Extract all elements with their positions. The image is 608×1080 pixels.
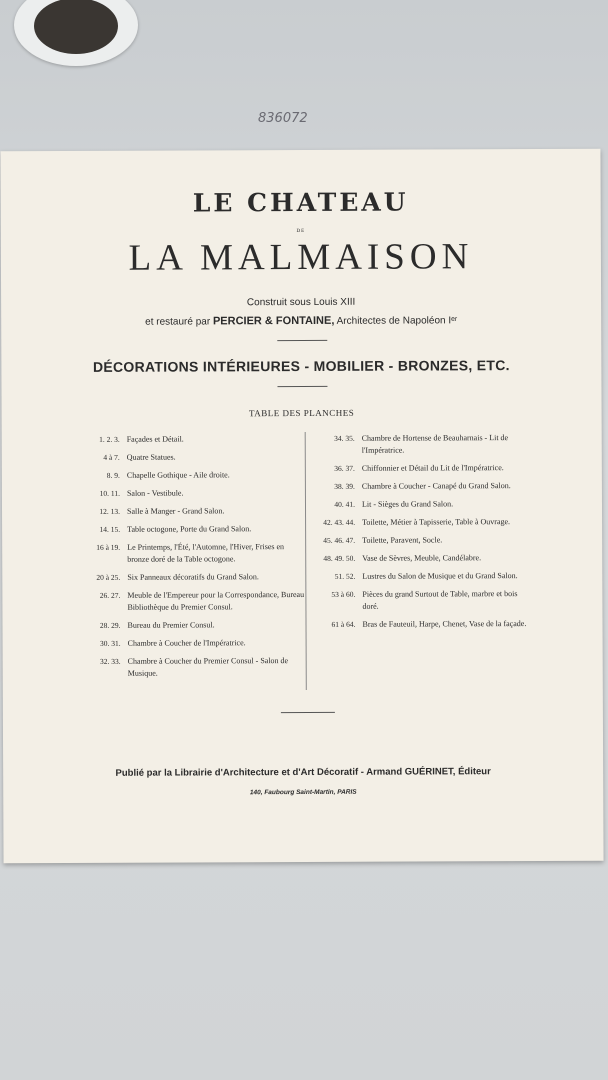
built-line: Construit sous Louis XIII bbox=[246, 296, 356, 309]
plate-entry bbox=[84, 487, 304, 500]
plate-number: 34. 35. bbox=[334, 433, 355, 443]
plate-number: 42. 43. 44. bbox=[323, 517, 356, 527]
plate-description: Chambre à Coucher de l'Impératrice. bbox=[127, 638, 246, 648]
restored-prefix: et restauré par bbox=[145, 316, 211, 328]
plate-number: 45. 46. 47. bbox=[323, 535, 356, 545]
restored-line bbox=[1, 314, 601, 329]
plate-number: 4 à 7. bbox=[103, 452, 120, 462]
plate-entry bbox=[315, 498, 535, 511]
plate-entry bbox=[315, 534, 535, 547]
plate-entry bbox=[315, 570, 535, 583]
plate-entry bbox=[84, 433, 304, 446]
plate-entry bbox=[84, 571, 304, 584]
plate-number: 14. 15. bbox=[99, 524, 121, 534]
decorations-heading: DÉCORATIONS INTÉRIEURES - MOBILIER - BRONZES, ETC. bbox=[92, 357, 510, 375]
plate-entry bbox=[85, 655, 305, 680]
plate-number: 51. 52. bbox=[334, 571, 356, 581]
title-de: DE bbox=[296, 228, 306, 235]
plates-list-left bbox=[84, 433, 305, 686]
plate-description: Vase de Sèvres, Meuble, Candélabre. bbox=[362, 553, 482, 563]
plate-number: 53 à 60. bbox=[331, 589, 356, 599]
plate-description: Table octogone, Porte du Grand Salon. bbox=[127, 524, 252, 534]
plate-entry bbox=[84, 469, 304, 482]
plate-description: Chambre à Coucher - Canapé du Grand Salon. bbox=[361, 481, 511, 491]
plate-entry bbox=[84, 541, 304, 566]
plate-entry bbox=[315, 588, 535, 613]
restored-architects: PERCIER & FONTAINE, bbox=[212, 314, 335, 328]
plate-number: 1. 2. 3. bbox=[99, 434, 120, 444]
plate-entry bbox=[315, 480, 535, 493]
publisher-address: 140, Faubourg Saint-Martin, PARIS bbox=[249, 788, 357, 797]
plate-number: 10. 11. bbox=[99, 488, 120, 498]
plate-entry bbox=[84, 619, 304, 632]
plate-number: 48. 49. 50. bbox=[323, 553, 356, 563]
table-title: TABLE DES PLANCHES bbox=[248, 407, 355, 419]
plate-description: Toilette, Paravent, Socle. bbox=[362, 535, 443, 545]
plate-number: 61 à 64. bbox=[331, 619, 356, 629]
column-divider bbox=[305, 432, 307, 690]
plate-number: 12. 13. bbox=[99, 506, 121, 516]
plate-entry bbox=[85, 637, 305, 650]
binder-hole bbox=[14, 0, 138, 66]
plate-number: 16 à 19. bbox=[96, 542, 121, 552]
plate-number: 30. 31. bbox=[99, 638, 121, 648]
title-main: LA MALMAISON bbox=[128, 236, 474, 279]
plate-entry bbox=[84, 589, 304, 614]
plate-description: Chambre à Coucher du Premier Consul - Salon de Musique. bbox=[127, 656, 289, 678]
plate-description: Façades et Détail. bbox=[126, 434, 184, 444]
title-page bbox=[0, 149, 603, 864]
plate-description: Six Panneaux décoratifs du Grand Salon. bbox=[127, 572, 259, 582]
divider-rule bbox=[277, 386, 327, 387]
plate-description: Quatre Statues. bbox=[126, 452, 176, 462]
plate-description: Chambre de Hortense de Beauharnais - Lit de l'Impératrice. bbox=[361, 433, 509, 455]
title-top: LE CHATEAU bbox=[192, 187, 409, 218]
plates-list-right bbox=[315, 432, 536, 637]
divider-rule bbox=[277, 340, 327, 341]
plate-number: 36. 37. bbox=[334, 463, 355, 473]
plate-number: 32. 33. bbox=[100, 656, 121, 666]
handwritten-note: 836072 bbox=[258, 111, 308, 126]
plate-description: Lustres du Salon de Musique et du Grand Salon. bbox=[362, 571, 518, 581]
plate-number: 8. 9. bbox=[106, 470, 120, 480]
plate-description: Salle à Manger - Grand Salon. bbox=[127, 506, 225, 516]
plate-entry bbox=[315, 516, 535, 529]
divider-rule bbox=[281, 712, 335, 713]
plate-description: Chapelle Gothique - Aile droite. bbox=[126, 470, 230, 480]
plate-entry bbox=[315, 462, 535, 475]
plate-entry bbox=[315, 618, 535, 631]
binder-hole-inner bbox=[34, 0, 118, 54]
plate-description: Chiffonnier et Détail du Lit de l'Impératrice. bbox=[361, 463, 504, 473]
plate-number: 38. 39. bbox=[334, 481, 355, 491]
plate-description: Bras de Fauteuil, Harpe, Chenet, Vase de la façade. bbox=[362, 619, 527, 629]
plate-description: Salon - Vestibule. bbox=[126, 488, 184, 498]
plate-description: Lit - Sièges du Grand Salon. bbox=[361, 499, 454, 509]
plate-number: 28. 29. bbox=[99, 620, 121, 630]
plate-description: Bureau du Premier Consul. bbox=[127, 620, 215, 630]
plate-entry bbox=[84, 523, 304, 536]
plate-description: Toilette, Métier à Tapisserie, Table à Ouvrage. bbox=[362, 517, 511, 527]
plate-number: 40. 41. bbox=[334, 499, 356, 509]
plate-entry bbox=[84, 505, 304, 518]
plate-number: 26. 27. bbox=[99, 590, 121, 600]
plate-description: Meuble de l'Empereur pour la Correspondance, Bureau Bibliothèque du Premier Consul. bbox=[127, 589, 305, 612]
publisher-line: Publié par la Librairie d'Architecture et d'Art Décoratif - Armand GUÉRINET, Éditeur bbox=[115, 766, 491, 779]
plate-description: Pièces du grand Surtout de Table, marbre et bois doré. bbox=[362, 589, 518, 611]
plate-entry bbox=[315, 432, 535, 457]
plate-description: Le Printemps, l'Été, l'Automne, l'Hiver, Frises en bronze doré de la Table octogone. bbox=[127, 542, 285, 564]
plate-number: 20 à 25. bbox=[96, 572, 121, 582]
plate-entry bbox=[315, 552, 535, 565]
plate-entry bbox=[84, 451, 304, 464]
restored-suffix: Architectes de Napoléon Iᵉʳ bbox=[336, 315, 458, 327]
